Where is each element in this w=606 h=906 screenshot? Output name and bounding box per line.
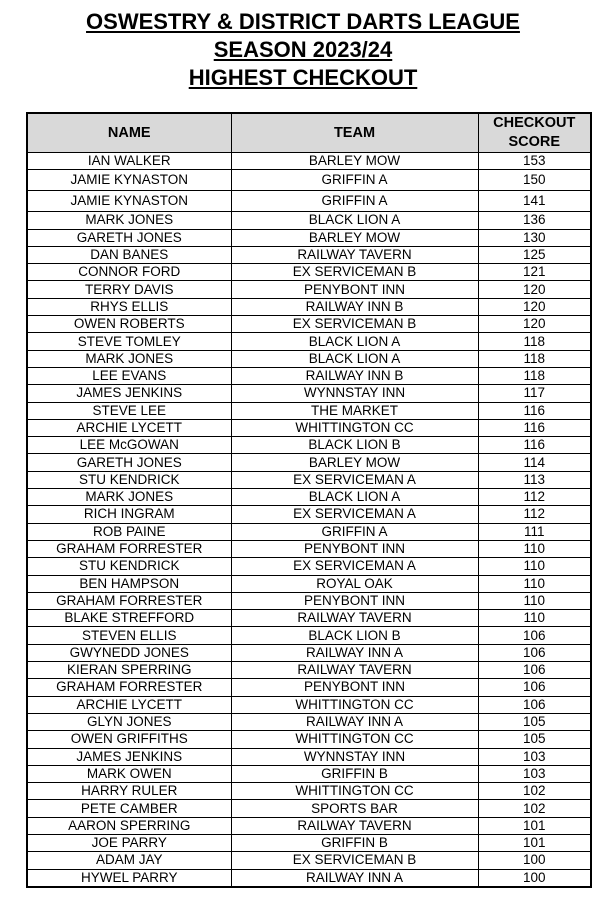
team-name-cell: EX SERVICEMAN A: [231, 506, 478, 523]
team-name-cell: BLACK LION A: [231, 350, 478, 367]
team-name-cell: THE MARKET: [231, 402, 478, 419]
player-name-cell: LEE McGOWAN: [27, 437, 231, 454]
player-name-cell: CONNOR FORD: [27, 264, 231, 281]
checkout-score-cell: 110: [478, 558, 591, 575]
player-name-cell: ARCHIE LYCETT: [27, 419, 231, 436]
player-name-cell: HARRY RULER: [27, 783, 231, 800]
checkout-score-cell: 101: [478, 817, 591, 834]
player-name-cell: DAN BANES: [27, 246, 231, 263]
table-row: [27, 454, 591, 471]
checkout-score-cell: 106: [478, 696, 591, 713]
checkout-score-cell: 106: [478, 627, 591, 644]
checkout-score-cell: 153: [478, 153, 591, 170]
player-name-cell: PETE CAMBER: [27, 800, 231, 817]
player-name-cell: GARETH JONES: [27, 454, 231, 471]
team-name-cell: ROYAL OAK: [231, 575, 478, 592]
table-row: [27, 610, 591, 627]
player-name-cell: GRAHAM FORRESTER: [27, 592, 231, 609]
checkout-score-cell: 141: [478, 191, 591, 212]
team-name-cell: SPORTS BAR: [231, 800, 478, 817]
team-name-cell: RAILWAY TAVERN: [231, 246, 478, 263]
table-row: [27, 662, 591, 679]
checkout-score-cell: 101: [478, 834, 591, 851]
player-name-cell: STU KENDRICK: [27, 558, 231, 575]
checkout-score-cell: 105: [478, 731, 591, 748]
checkout-score-cell: 118: [478, 350, 591, 367]
table-row: [27, 800, 591, 817]
table-row: [27, 748, 591, 765]
team-name-cell: RAILWAY INN B: [231, 298, 478, 315]
team-name-cell: BLACK LION B: [231, 627, 478, 644]
team-name-cell: BARLEY MOW: [231, 454, 478, 471]
team-name-cell: BLACK LION B: [231, 437, 478, 454]
checkout-score-cell: 121: [478, 264, 591, 281]
team-name-cell: WYNNSTAY INN: [231, 748, 478, 765]
player-name-cell: OWEN ROBERTS: [27, 316, 231, 333]
table-row: [27, 385, 591, 402]
player-name-cell: JAMES JENKINS: [27, 385, 231, 402]
table-row: [27, 170, 591, 191]
team-name-cell: GRIFFIN A: [231, 191, 478, 212]
table-row: [27, 592, 591, 609]
team-name-cell: RAILWAY INN A: [231, 869, 478, 887]
checkout-score-cell: 110: [478, 592, 591, 609]
checkout-score-cell: 112: [478, 506, 591, 523]
table-row: [27, 264, 591, 281]
name-column-header: NAME: [27, 113, 231, 153]
checkout-score-cell: 110: [478, 575, 591, 592]
team-name-cell: EX SERVICEMAN B: [231, 264, 478, 281]
checkout-score-cell: 125: [478, 246, 591, 263]
team-name-cell: RAILWAY TAVERN: [231, 817, 478, 834]
table-row: [27, 402, 591, 419]
team-name-cell: BARLEY MOW: [231, 153, 478, 170]
checkout-score-cell: 116: [478, 437, 591, 454]
checkout-score-cell: 120: [478, 298, 591, 315]
team-name-cell: RAILWAY INN A: [231, 713, 478, 730]
team-column-header: TEAM: [231, 113, 478, 153]
player-name-cell: GRAHAM FORRESTER: [27, 679, 231, 696]
team-name-cell: PENYBONT INN: [231, 679, 478, 696]
table-row: [27, 153, 591, 170]
team-name-cell: BARLEY MOW: [231, 229, 478, 246]
checkout-score-cell: 118: [478, 367, 591, 384]
player-name-cell: STU KENDRICK: [27, 471, 231, 488]
checkout-score-cell: 106: [478, 679, 591, 696]
checkout-score-cell: 117: [478, 385, 591, 402]
checkout-score-cell: 118: [478, 333, 591, 350]
player-name-cell: BLAKE STREFFORD: [27, 610, 231, 627]
document-header: [0, 8, 606, 92]
player-name-cell: GWYNEDD JONES: [27, 644, 231, 661]
table-row: [27, 350, 591, 367]
team-name-cell: BLACK LION A: [231, 489, 478, 506]
checkout-score-cell: 110: [478, 540, 591, 557]
table-row: [27, 281, 591, 298]
table-row: [27, 627, 591, 644]
team-name-cell: WHITTINGTON CC: [231, 696, 478, 713]
table-row: [27, 229, 591, 246]
table-row: [27, 316, 591, 333]
player-name-cell: AARON SPERRING: [27, 817, 231, 834]
team-name-cell: PENYBONT INN: [231, 592, 478, 609]
table-row: [27, 644, 591, 661]
checkout-score-cell: 120: [478, 316, 591, 333]
table-row: [27, 540, 591, 557]
table-row: [27, 679, 591, 696]
player-name-cell: BEN HAMPSON: [27, 575, 231, 592]
player-name-cell: STEVEN ELLIS: [27, 627, 231, 644]
team-name-cell: RAILWAY TAVERN: [231, 610, 478, 627]
player-name-cell: IAN WALKER: [27, 153, 231, 170]
player-name-cell: JAMIE KYNASTON: [27, 191, 231, 212]
player-name-cell: GRAHAM FORRESTER: [27, 540, 231, 557]
player-name-cell: JAMES JENKINS: [27, 748, 231, 765]
checkout-score-cell: 114: [478, 454, 591, 471]
player-name-cell: RHYS ELLIS: [27, 298, 231, 315]
team-name-cell: WHITTINGTON CC: [231, 783, 478, 800]
table-row: [27, 246, 591, 263]
checkout-score-cell: 102: [478, 800, 591, 817]
team-name-cell: RAILWAY INN A: [231, 644, 478, 661]
table-row: [27, 852, 591, 869]
table-row: [27, 437, 591, 454]
player-name-cell: ADAM JAY: [27, 852, 231, 869]
player-name-cell: GLYN JONES: [27, 713, 231, 730]
team-name-cell: PENYBONT INN: [231, 540, 478, 557]
team-name-cell: GRIFFIN A: [231, 523, 478, 540]
team-name-cell: PENYBONT INN: [231, 281, 478, 298]
score-column-header: [478, 113, 591, 153]
season-title: SEASON 2023/24: [213, 37, 393, 62]
score-header-line1: CHECKOUT: [493, 115, 576, 131]
checkout-score-cell: 111: [478, 523, 591, 540]
table-row: [27, 191, 591, 212]
player-name-cell: ROB PAINE: [27, 523, 231, 540]
team-name-cell: GRIFFIN B: [231, 834, 478, 851]
team-name-cell: EX SERVICEMAN B: [231, 852, 478, 869]
table-row: [27, 765, 591, 782]
table-row: [27, 298, 591, 315]
checkout-score-cell: 103: [478, 765, 591, 782]
player-name-cell: KIERAN SPERRING: [27, 662, 231, 679]
checkout-table: [26, 112, 592, 888]
table-row: [27, 471, 591, 488]
table-row: [27, 489, 591, 506]
checkout-score-cell: 112: [478, 489, 591, 506]
team-name-cell: RAILWAY INN B: [231, 367, 478, 384]
player-name-cell: MARK OWEN: [27, 765, 231, 782]
table-row: [27, 783, 591, 800]
table-row: [27, 731, 591, 748]
player-name-cell: ARCHIE LYCETT: [27, 696, 231, 713]
player-name-cell: MARK JONES: [27, 489, 231, 506]
table-row: [27, 834, 591, 851]
team-name-cell: EX SERVICEMAN A: [231, 471, 478, 488]
team-name-cell: BLACK LION A: [231, 333, 478, 350]
checkout-score-cell: 116: [478, 419, 591, 436]
team-name-cell: EX SERVICEMAN B: [231, 316, 478, 333]
checkout-score-cell: 106: [478, 662, 591, 679]
team-name-cell: WHITTINGTON CC: [231, 419, 478, 436]
league-title: OSWESTRY & DISTRICT DARTS LEAGUE: [86, 9, 520, 34]
team-name-cell: EX SERVICEMAN A: [231, 558, 478, 575]
player-name-cell: STEVE TOMLEY: [27, 333, 231, 350]
player-name-cell: JOE PARRY: [27, 834, 231, 851]
player-name-cell: JAMIE KYNASTON: [27, 170, 231, 191]
player-name-cell: STEVE LEE: [27, 402, 231, 419]
table-row: [27, 558, 591, 575]
table-row: [27, 212, 591, 229]
team-name-cell: WYNNSTAY INN: [231, 385, 478, 402]
checkout-score-cell: 100: [478, 852, 591, 869]
team-name-cell: BLACK LION A: [231, 212, 478, 229]
checkout-score-cell: 102: [478, 783, 591, 800]
checkout-score-cell: 113: [478, 471, 591, 488]
player-name-cell: OWEN GRIFFITHS: [27, 731, 231, 748]
player-name-cell: RICH INGRAM: [27, 506, 231, 523]
table-header-row: [27, 113, 591, 153]
player-name-cell: LEE EVANS: [27, 367, 231, 384]
team-name-cell: WHITTINGTON CC: [231, 731, 478, 748]
checkout-score-cell: 150: [478, 170, 591, 191]
category-title: HIGHEST CHECKOUT: [188, 65, 418, 90]
player-name-cell: HYWEL PARRY: [27, 869, 231, 887]
team-name-cell: RAILWAY TAVERN: [231, 662, 478, 679]
table-row: [27, 419, 591, 436]
player-name-cell: MARK JONES: [27, 350, 231, 367]
team-name-cell: GRIFFIN A: [231, 170, 478, 191]
table-row: [27, 367, 591, 384]
table-row: [27, 523, 591, 540]
checkout-score-cell: 136: [478, 212, 591, 229]
table-row: [27, 506, 591, 523]
checkout-score-cell: 106: [478, 644, 591, 661]
checkout-score-cell: 116: [478, 402, 591, 419]
player-name-cell: TERRY DAVIS: [27, 281, 231, 298]
table-row: [27, 817, 591, 834]
checkout-score-cell: 130: [478, 229, 591, 246]
table-row: [27, 333, 591, 350]
player-name-cell: MARK JONES: [27, 212, 231, 229]
player-name-cell: GARETH JONES: [27, 229, 231, 246]
score-header-line2: SCORE: [508, 134, 561, 150]
checkout-score-cell: 105: [478, 713, 591, 730]
table-row: [27, 696, 591, 713]
table-row: [27, 869, 591, 887]
checkout-score-cell: 100: [478, 869, 591, 887]
table-body: [27, 153, 591, 887]
checkout-score-cell: 103: [478, 748, 591, 765]
table-row: [27, 713, 591, 730]
checkout-score-cell: 110: [478, 610, 591, 627]
team-name-cell: GRIFFIN B: [231, 765, 478, 782]
table-row: [27, 575, 591, 592]
checkout-score-cell: 120: [478, 281, 591, 298]
